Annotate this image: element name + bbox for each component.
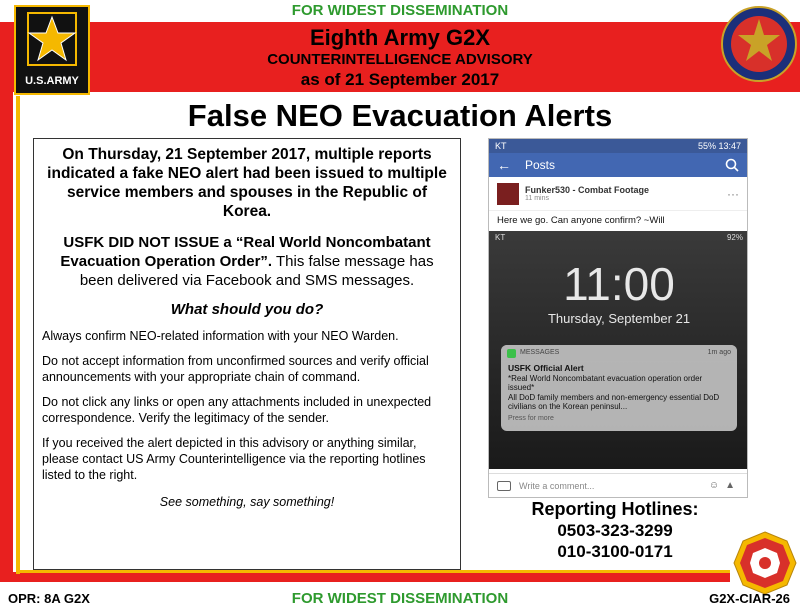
post-time: 11 mins — [525, 195, 549, 202]
left-red-bar — [0, 22, 13, 582]
notification-title: USFK Official Alert — [508, 363, 584, 373]
notification-line: All DoD family members and non-emergency essential DoD civilians on the Korean peninsul... — [508, 392, 720, 411]
dissemination-top: FOR WIDEST DISSEMINATION — [291, 2, 509, 19]
hotline-number: 0503-323-3299 — [557, 521, 673, 540]
hotline-number: 010-3100-0171 — [557, 542, 673, 561]
usfk-statement — [42, 233, 452, 290]
emoji-icons: ☺▲ — [708, 480, 741, 491]
advisory-type: COUNTERINTELLIGENCE ADVISORY — [267, 51, 533, 68]
ls-battery: 92% — [726, 233, 743, 242]
guidance-item: Always confirm NEO-related information with your NEO Warden. — [42, 329, 399, 343]
fb-nav-title: Posts — [525, 158, 556, 172]
closing-slogan: See something, say something! — [159, 495, 335, 509]
fb-status-bar — [489, 139, 747, 153]
notification-age: 1m ago — [707, 349, 731, 356]
guidance-item: Do not accept information from unconfirmed sources and verify official announcements with your appropriate chain of command. — [42, 354, 429, 384]
reporting-hotlines — [495, 498, 735, 562]
intro-paragraph: On Thursday, 21 September 2017, multiple reports indicated a fake NEO alert had been issued to multiple service members and spouses in the Republic of Korea. — [47, 146, 447, 220]
notification-line: *Real World Noncombatant evacuation operation order issued* — [508, 373, 703, 392]
notification-body — [501, 361, 737, 426]
ls-clock: 11:00 — [563, 258, 675, 310]
advisory-box — [33, 138, 461, 570]
advisory-date: as of 21 September 2017 — [300, 70, 500, 89]
usfk-quote: a “Real World Noncombatant Evacuation Operation Order”. — [60, 234, 431, 270]
ls-status-bar — [489, 231, 748, 245]
usfk-bold: USFK DID NOT ISSUE — [63, 234, 220, 251]
post-header — [489, 177, 747, 211]
army-star-icon — [26, 11, 78, 67]
army-logo-text: U.S.ARMY — [25, 75, 79, 87]
fb-nav-bar — [489, 153, 747, 177]
ciar-number: G2X-CIAR-26 — [709, 591, 790, 606]
fb-status-right: 55% 13:47 — [697, 141, 741, 151]
dissemination-bottom: FOR WIDEST DISSEMINATION — [291, 590, 509, 607]
advisory-header — [170, 26, 630, 90]
notification-app: MESSAGES — [520, 349, 560, 356]
opr-label: OPR: 8A G2X — [8, 591, 90, 606]
what-to-do-heading: What should you do? — [170, 301, 324, 318]
bottom-red-bar — [0, 572, 730, 582]
us-army-logo — [14, 5, 90, 95]
page-title: False NEO Evacuation Alerts — [187, 98, 613, 133]
left-yellow-bar — [16, 96, 20, 574]
fb-carrier: KT — [495, 141, 507, 151]
team-seal-icon — [720, 5, 798, 83]
fake-alert-screenshot — [488, 138, 748, 498]
usfk-rest: This false message has been delivered via Facebook and SMS messages. — [79, 253, 434, 289]
comment-bar — [489, 473, 748, 497]
comment-placeholder: Write a comment... — [519, 480, 595, 491]
guidance-item: If you received the alert depicted in this advisory or anything similar, please contact US Army Counterintelligence via the reporting hotlines listed to the right. — [42, 436, 426, 482]
lock-screen — [489, 231, 748, 469]
more-options-icon: ··· — [727, 186, 739, 201]
eighth-army-umbrella-icon — [732, 530, 798, 596]
notification-header — [501, 345, 737, 361]
post-text: Here we go. Can anyone confirm? ~Will — [497, 215, 665, 226]
ls-date: Thursday, September 21 — [547, 311, 691, 326]
back-arrow-icon: ← — [497, 157, 511, 173]
camera-icon — [497, 481, 511, 491]
avatar — [497, 183, 519, 205]
messages-app-icon — [507, 349, 516, 358]
bottom-yellow-bar — [16, 570, 730, 573]
ls-carrier: KT — [495, 233, 506, 242]
guidance-item: Do not click any links or open any attachments included in unexpected correspondence. Verify the legitimacy of the sender. — [42, 395, 432, 425]
hotlines-title: Reporting Hotlines: — [531, 499, 699, 519]
unit-title: Eighth Army G2X — [309, 25, 491, 50]
notification-more: Press for more — [508, 414, 554, 422]
post-author: Funker530 - Combat Footage — [525, 185, 650, 195]
sms-notification — [501, 345, 737, 431]
search-icon — [725, 158, 739, 172]
